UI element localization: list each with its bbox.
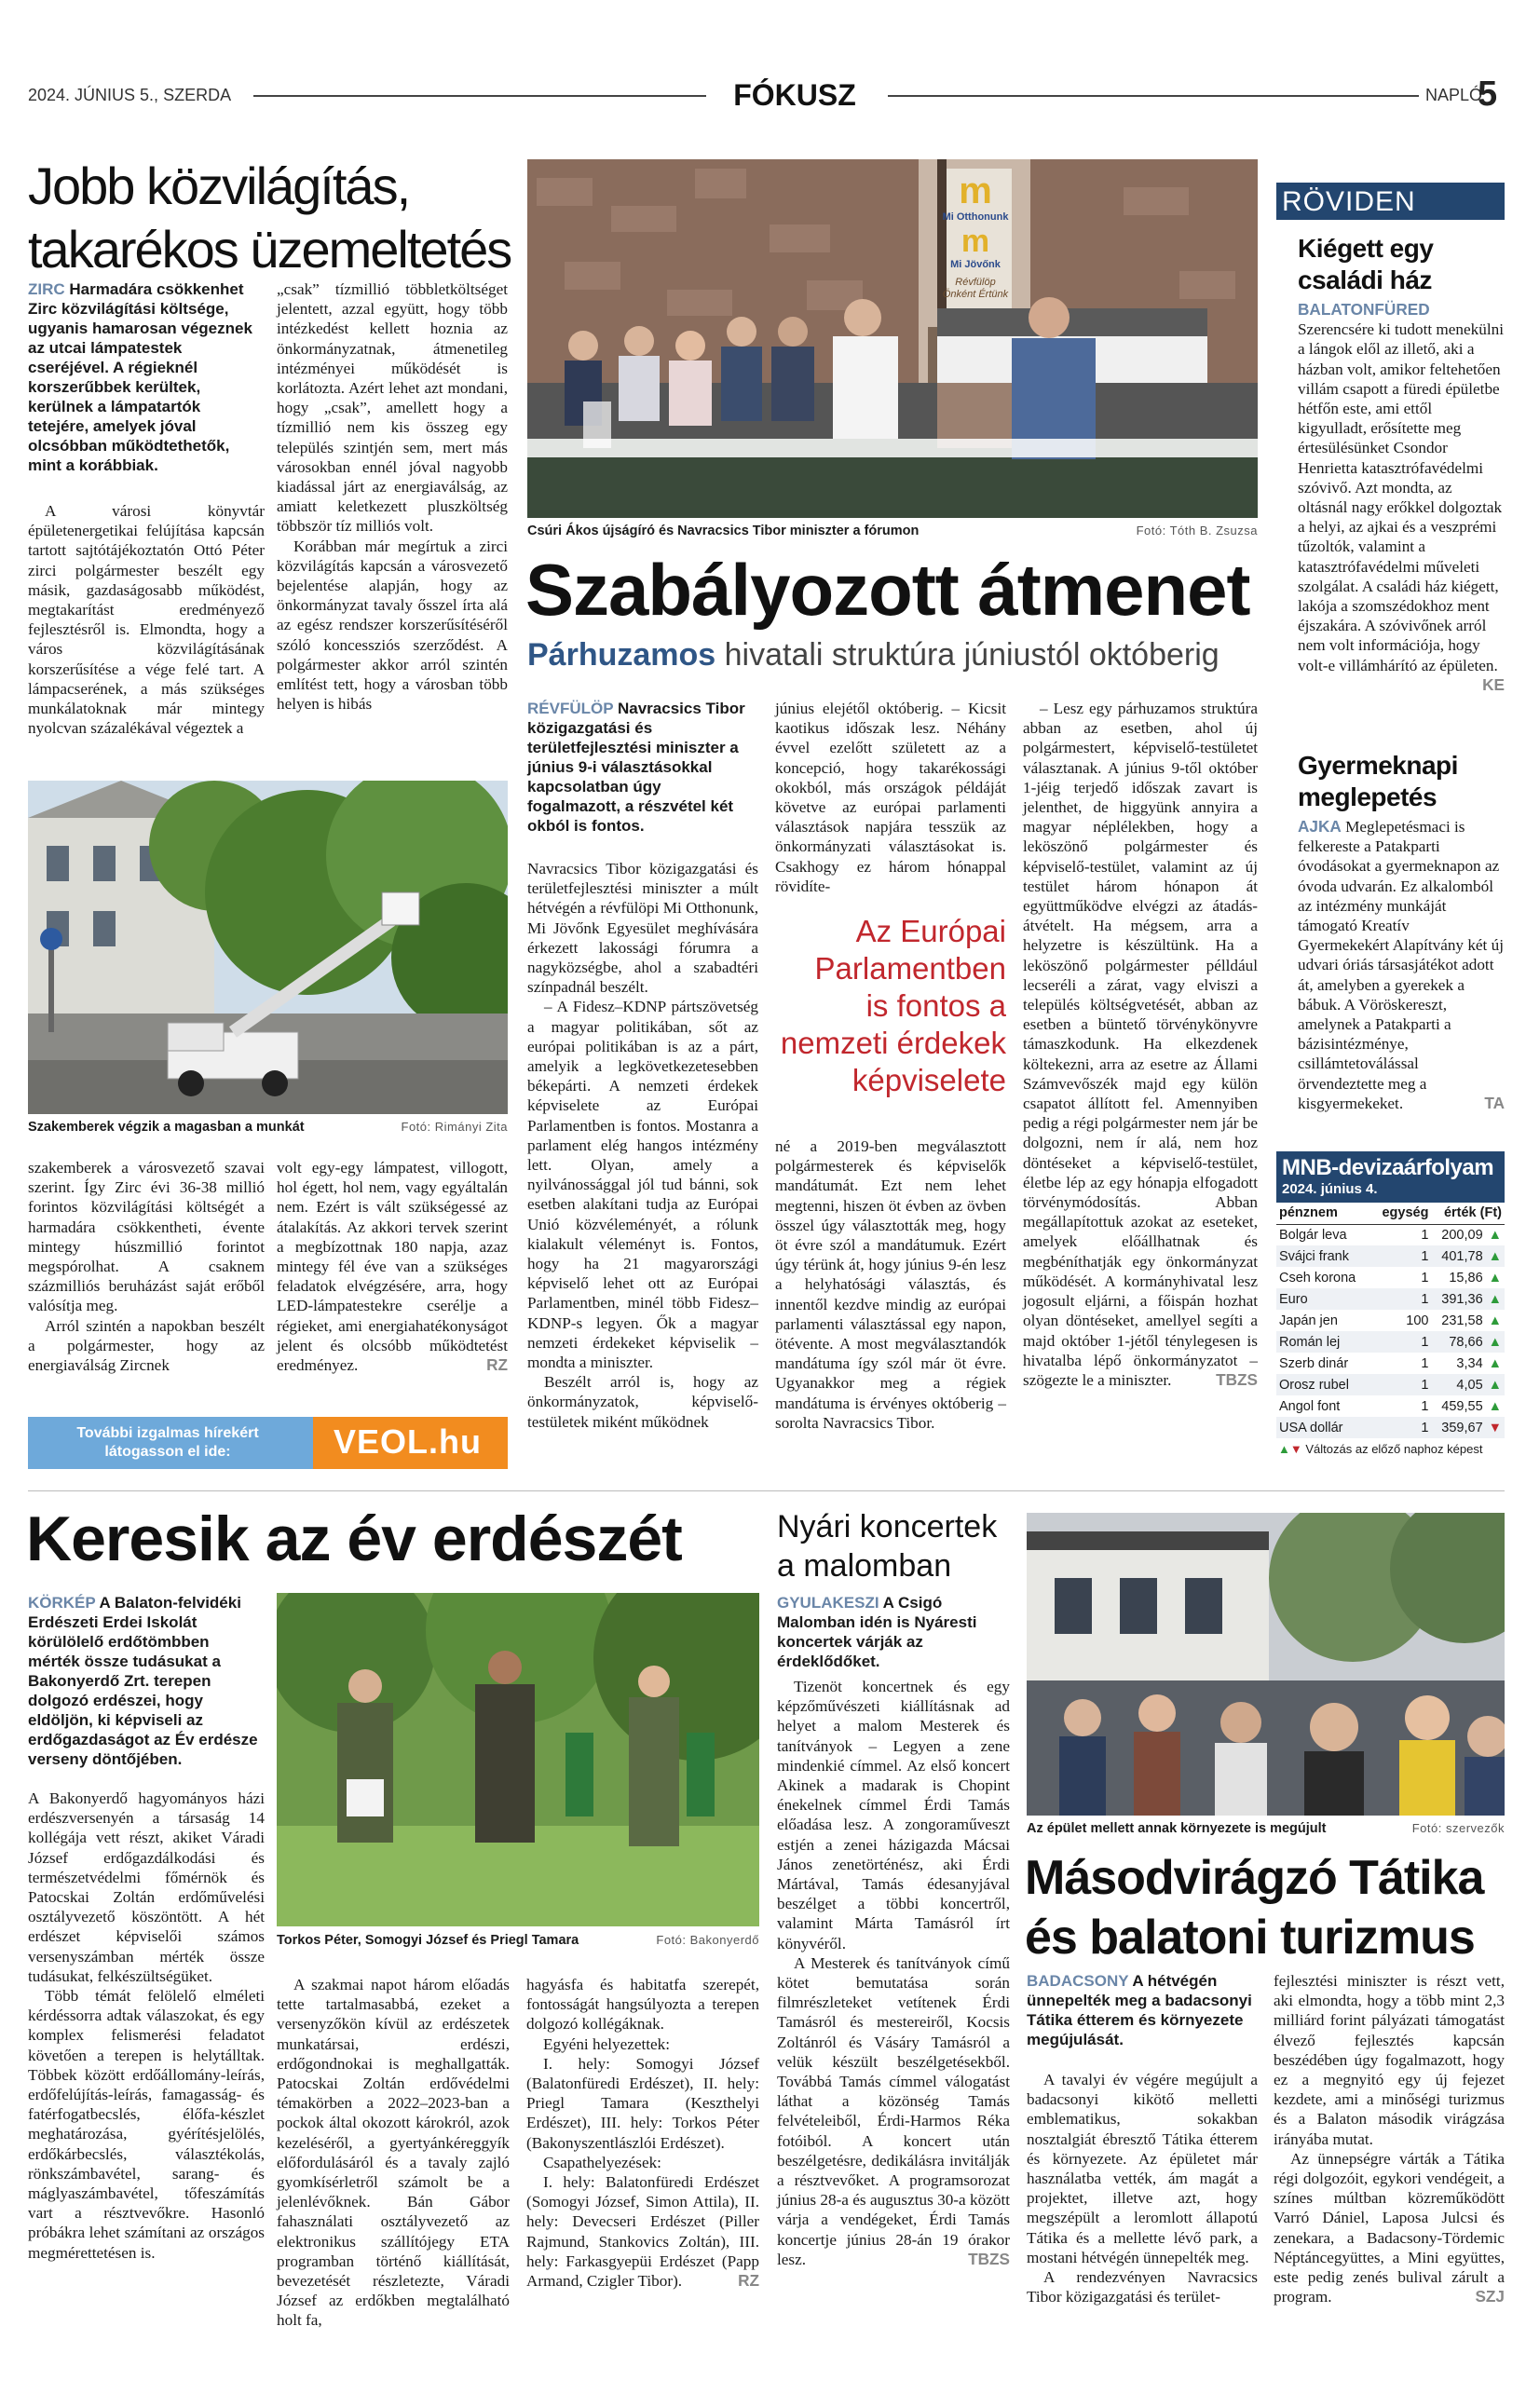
art2-banner-line1: Mi Otthonunk [942,211,1009,223]
art3-photo-caption-text: Torkos Péter, Somogyi József és Priegl Tamara [277,1933,579,1948]
currency-value: 4,05 [1431,1374,1485,1395]
art2-pullquote [775,913,1006,1099]
art2-paragraph: Beszélt arról is, hogy az önkormányzatok, képviselő-testületek miként működnek [527,1373,758,1431]
pullquote-line: is fontos a [865,988,1006,1023]
currency-unit: 1 [1371,1245,1432,1267]
n2-kicker: AJKA [1298,817,1342,836]
art2-col2-bottom [775,1136,1006,1433]
art1-col2-bottom [277,1158,508,1375]
currency-name: Orosz rubel [1276,1374,1371,1395]
art5-paragraph: fejlesztési miniszter is részt vett, aki elmondta, hogy a több mint 2,3 milliárd forint pályázati támogatást élvező fejlesztés kapcsán beszédében úgy fogalmazott, hogy ez a megnyitó egy új fejezet kezdete, ami a minőségi turizmus és a Balaton második virágzása irányába mutat. [1274,1972,1505,2148]
art5-lead-text: A hétvégén ünnepelték meg a badacsonyi Tátika étterem és környezete megújulását. [1027,1972,1252,2048]
n1-title-line: családi ház [1298,265,1432,294]
art2-paragraph: né a 2019-ben megválasztott polgármesterek és képviselők mandátumát. Ezt nem lehet megtenni, hiszen öt évben az övben összel úgy választották meg, hogy öt évre szól a mandátumuk. Ezért úgy térünk át, hogy június 9-én lesz a helyhatósági választás, és innentől kezdve mindig az európai parlamenti választással egy napon, ötévente. A most megválasztandók mandátuma így szól már öt évre. Ugyanakkor meg a régiek mandátuma is érvényes októberig – sorolta Navracsics Tibor. [775,1137,1006,1432]
foresters-photo-art [277,1593,759,1926]
currency-value: 401,78 [1431,1245,1485,1267]
art1-lead [28,279,265,475]
promo-logo: VEOL.hu [334,1422,482,1461]
table-row [1276,1224,1505,1245]
currency-name: Angol font [1279,1398,1341,1414]
art5-col2-text [1274,1971,1505,2306]
mnb-col-header: egység [1371,1203,1432,1224]
roviden-box [1276,183,1505,220]
pullquote-line: képviselete [852,1063,1006,1097]
arrow-up-icon: ▲ [1278,1442,1290,1456]
arrow-up-icon: ▲ [1488,1270,1502,1286]
art1-col2-text [277,279,508,714]
art2-subtitle-rest: hivatali struktúra júniustól októberig [724,637,1219,673]
pullquote-line: Parlamentben [814,951,1006,986]
table-row [1276,1374,1505,1395]
art2-paragraph [1023,699,1258,1390]
art1-paragraph: Korábban már megírtuk a zirci közvilágítás kapcsán a városvezető bejelentése alapján, hogy az önkormányzat tavaly ősszel írta alá az egész rendszer korszerűsítéséről szóló koncessziós szerződést. A polgármester akkor arról szintén említést tett, hogy a városban több helyen is hibás [277,537,508,714]
art5-sign: SZJ [1475,2287,1505,2306]
currency-unit: 1 [1421,1398,1429,1414]
currency-unit: 1 [1371,1288,1432,1310]
n2-title-line: Gyermeknapi [1298,751,1458,780]
currency-value: 459,55 [1441,1398,1483,1414]
currency-unit: 1 [1421,1270,1429,1286]
art2-photo-credit: Fotó: Tóth B. Zsuzsa [1136,524,1258,537]
roviden-n2-title [1298,750,1503,813]
promo-logo-box [313,1417,508,1469]
art4-p2: A Mesterek és tanítványok című kötet bemutatása során filmrészleteket vetítenek Érdi Tamásról és mestereiről, Kocsis Zoltánról és Vásáry Tamásról a velük készült beszélgetésekből. Továbbá Tamás címmel válogatást láthat a közönség Tamás felvételeiből, Érdi-Harmos Réka fotóiból. A koncert után beszélgetésre, dedikálásra invitálják a résztvevőket. A programsorozat június 28-a és augusztus 30-a között várja a vendégeket, Érdi Tamás koncertje június 28-án 19 órakor lesz. [777,1953,1010,2268]
table-row [1276,1395,1505,1417]
forum-stage-photo-art [527,159,1258,518]
art4-paragraph [777,1953,1010,2269]
art1-lead-text: Harmadára csökkenhet Zirc közvilágítási költsége, ugyanis hamarosan végeznek az utcai lámpatestek cseréjével. A régieknél korszerűbbek kerültek, kerülnek a lámpatartók tetejére, amelyek jóval olcsóbban működtethetők, mint a korábbiak. [28,280,252,474]
n2-title-line: meglepetés [1298,782,1437,811]
art5-col1-text [1027,2070,1258,2306]
table-row [1276,1331,1505,1353]
page-divider [28,1490,1505,1491]
mnb-table-body [1276,1224,1505,1438]
art4-title-line: Nyári koncertek [777,1509,998,1544]
art4-sign: TBZS [968,2249,1010,2268]
currency-name: Japán jen [1279,1313,1338,1328]
header-page-number: 5 [1478,75,1498,114]
currency-name: Szerb dinár [1279,1355,1349,1371]
currency-name: USA dollár [1276,1417,1371,1438]
art5-photo-caption [1027,1820,1505,1837]
art2-col2-text [775,699,1006,896]
currency-unit: 1 [1421,1227,1429,1243]
header-paper: NAPLÓ [1425,86,1483,104]
art3-photo-caption [277,1932,759,1949]
art2-banner-line2: Mi Jövőnk [950,259,1001,270]
n1-text: Szerencsére ki tudott menekülni a lángok elől az illető, aki a házban volt, amikor feltehetően villám csapott a füredi épületbe hétfőn este, ami ettől kigyulladt, erősítette meg értesülésünket Csondor Henrietta katasztrófavédelmi szóvivő. Azt mondta, az oltásnál nagy erőkkel dolgoztak a helyi, az ajkai és a veszprémi tűzoltók, valamint a katasztrófavédelmi műveleti szolgálat. A családi ház kiégett, lakója a szomszédokhoz ment éjszakára. A szóvivőnek arról nem volt információja, hogy volt-e villámhárító az épületen. [1298,320,1504,674]
art2-col3-text [1023,699,1258,1390]
art4-lead-text: A Csigó Malomban idén is Nyáresti koncertek várják az érdeklődőket. [777,1594,977,1670]
currency-name: Svájci frank [1276,1245,1371,1267]
table-row [1276,1245,1505,1267]
art1-paragraph: „csak” tízmillió többletköltséget jelentett, azzal együtt, hogy több intézkedést kellett hoznia az önkormányzatnak, átmenetileg intézményei működését is korlátozta. Azért lehet azt mondani, hogy „csak”, amellett hogy a tízmillió nem kis összeg egy település szintjén sem, mert más városokban ennél jóval nagyobb kiadással járt az energiaválság, az amiatt keletkezett pluszköltség többször tíz milliós volt. [277,280,508,536]
art1-title-line2: takarékos üzemeltetés [28,220,511,279]
arrow-up-icon: ▲ [1486,1288,1505,1310]
art2-title: Szabályozott átmenet [525,549,1250,631]
art1-photo-caption [28,1119,508,1136]
header-rule-right [888,95,1419,97]
roviden-n2-text [1298,817,1505,1113]
pullquote-line: nemzeti érdekek [780,1026,1006,1060]
art5-p4: Az ünnepségre várták a Tátika régi dolgozóit, egykori vendégeit, a színes múltban közreműködött Varró Dániel, Laposa Julcsi és zenekara, a Badacsony-Tördemic Néptáncegyüttes, a Mini együttes, este pedig zenés bulival zárult a program. [1274,2149,1505,2306]
currency-value: 231,58 [1441,1313,1483,1328]
currency-name: Euro [1276,1288,1371,1310]
art1-paragraph: A városi könyvtár épületenergetikai felújítása kapcsán tartott sajtótájékoztatón Ottó Péter zirci polgármester beszélt egy másik, gazdaságosabb működést, megtakarítást eredményező fejlesztésről is. Elmondta, hogy a város közvilágításának korszerűsítése a vége felé tart. A lámpacserének, a más szükséges munkálatoknak már mintegy nyolcvan százalékával végeztek a [28,502,265,738]
art5-paragraph: A tavalyi év végére megújult a badacsonyi kikötő melletti emblematikus, sokakban nosztalgiát ébresztő Tátika étterem és környezete. Az épületet már használatba vették, ám magát a projektet, illetve azt, hogy megszépült a leromlott állapotú Tátika és a mellette lévő park, a mostani hétvégén ünnepelték meg. [1027,2071,1258,2266]
art2-banner [939,170,1012,310]
header-date: 2024. JÚNIUS 5., SZERDA [28,86,232,104]
art1-title [28,155,512,281]
art5-kicker: BADACSONY [1027,1972,1129,1990]
arrow-down-icon: ▼ [1486,1417,1505,1438]
currency-unit: 1 [1421,1355,1429,1371]
art2-subtitle-accent: Párhuzamos [527,637,716,673]
promo-banner[interactable] [28,1417,508,1469]
art2-sign: TBZS [1216,1369,1258,1389]
arrow-down-icon: ▼ [1289,1442,1302,1456]
art3-col3-text [526,1975,759,2291]
art5-title-line: és balatoni turizmus [1025,1911,1475,1965]
mnb-table [1276,1203,1505,1438]
art1-kicker: ZIRC [28,280,65,298]
art3-col1-text [28,1789,265,2263]
roviden-header: RÖVIDEN [1282,186,1416,217]
art5-photo [1027,1513,1505,1816]
mnb-box [1276,1151,1505,1474]
roviden-n1-text [1298,300,1505,695]
art4-lead [777,1593,1010,1671]
art3-lead [28,1593,265,1769]
art1-photo-credit: Fotó: Rimányi Zita [401,1120,508,1134]
lift-truck-photo-art [28,781,508,1114]
promo-text: További izgalmas hírekért látogasson el ide: [76,1425,259,1460]
art4-col-text [777,1677,1010,2269]
art3-p8: I. hely: Balatonfüredi Erdészet (Somogyi József, Simon Attila), II. hely: Devecseri Erdészet (Piller Rajmund, Stankovics Zoltán), III. hely: Farkasgyepüi Erdészet (Papp Armand, Czigler Tibor). [526,2173,759,2291]
arrow-up-icon: ▲ [1488,1355,1502,1371]
art2-kicker: RÉVFÜLÖP [527,700,614,717]
art3-col2-text [277,1975,510,2331]
art4-paragraph: Tizenöt koncertnek és egy képzőművészeti kiállításnak ad helyet a malom Mesterek és tanítványok – Legyen a zene mindenkié címmel. Az első koncert Akinek a madarak is Chopint énekelnek címmel Érdi Tamás előadása lesz. A zongoraműveszt estjén a zenei házigazda Mácsai János zenetörténész, aki Érdi Mártával, Tamás édesanyjával beszélget a többi koncertről, valamint Márta Tamásról írt könyvéről. [777,1678,1010,1952]
arrow-up-icon: ▲ [1488,1313,1502,1328]
art4-title [777,1507,1019,1585]
mnb-date: 2024. június 4. [1282,1181,1378,1197]
art3-paragraph: Csapathelyezések: [543,2153,661,2171]
art2-subtitle [527,637,1263,673]
art2-lead [527,699,758,836]
table-row [1276,1288,1505,1310]
currency-name: Cseh korona [1279,1270,1356,1286]
n1-kicker: BALATONFÜRED [1298,300,1430,319]
pullquote-line: Az Európai [855,914,1006,948]
table-row [1276,1310,1505,1331]
art3-kicker: KÖRKÉP [28,1594,96,1612]
n2-sign: TA [1484,1093,1505,1112]
n1-paragraph [1298,300,1505,694]
art5-photo-credit: Fotó: szervezők [1411,1821,1505,1835]
banner-logo-icon: m [959,170,992,211]
mnb-header [1276,1151,1505,1203]
art5-photo-caption-text: Az épület mellett annak környezete is megújult [1027,1821,1327,1836]
mnb-legend [1276,1438,1505,1460]
art5-title [1025,1848,1509,1967]
currency-value: 200,09 [1441,1227,1483,1243]
currency-value: 3,34 [1456,1355,1483,1371]
page-header [26,73,1500,114]
art2-col1-text [527,859,758,1432]
art2-banner-line3: Révfülöp Önként Értünk [942,277,1009,300]
currency-value: 78,66 [1431,1331,1485,1353]
art3-paragraph: A szakmai napot három előadás tette tartalmasabbá, ezeket a versenyzőkön kívül az erdészetek munkatársai, erdészi, erdőgondnokai is meghallgatták. Patocskai Zoltán erdővédelmi témakörben a 2022–2023-ban a pockok által okozott károkról, azok kezeléséről, a gyertyánkéreggyík előfordulásáról és a tavaly zajló gyomkísérletről számolt be a jelenlévőknek. Bán Gábor fahasználati osztályvezető az elektronikus szállítójegy ETA programban történő kiállítását, bevezetését részletezte, Váradi József az erdőkben megtalálható holt fa, [277,1976,510,2330]
currency-unit: 100 [1406,1313,1429,1328]
mnb-col-header: érték (Ft) [1431,1203,1505,1224]
n2-text: Meglepetésmaci is felkereste a Patakparti óvodásokat a gyermeknapon az óvoda udvarán. Ez alkalomból az intézmény munkáját támogató Kreatív Gyermekekért Alapítvány két új udvari óriás társasjátékot adott át, amelyben a gyerekek a bábuk. A Vöröskereszt, amelynek a Patakparti a bázisintézménye, csillámtetoválással örvendeztette meg a kisgyermekeket. [1298,818,1504,1112]
art2-p6: – Lesz egy párhuzamos struktúra abban az esetben, ahol új polgármestert, képviselő-testületet választanak. A június 9-től október 1-jéig terjedő időszak zavart is jelenthet, de higgyünk annyira a magyar néplélekben, hogy a leköszönő polgármester és képviselő-testület, valamint az új testület három hónapon át együttműködve elvégzi az átadás-átvételt. Ha mégsem, arra a helyzetre is készültünk. Ha a leköszönő polgármester pélldául lecseréli a zárat, vagy elviszi a település költségvetését, abban az esetben a büntető törvénykönyvre támaszkodunk. Ha elkezdenek költekezni, arra az esetre az Állami Számvevőszék majd egy külön csapatot állított fel. Amennyiben pedig a régi polgármester nem jár be dolgozni, nem ír alá, nem hoz döntéseket a képviselő-testület, életbe lép az egy hónapja elfogadott törvénymódosítás. Abban megállapítottuk azokat az eseteket, amelyek előállhatnak és megbéníthatják egy önkormányzat működését. A kormányhivatal lesz jogosult eljárni, a főispán hozhat olyan döntéseket, amellyel segíti a majd október 1-jétől ténylegesen is hivatalba lépő önkormányzatot – szögezte le a miniszter. [1023,700,1258,1389]
roviden-n1-title [1298,233,1503,296]
currency-value: 359,67 [1431,1417,1485,1438]
currency-unit: 1 [1371,1417,1432,1438]
arrow-up-icon: ▲ [1486,1331,1505,1353]
art2-paragraph: – A Fidesz–KDNP pártszövetség a magyar politikában, sőt az európai politikában is az a párt, amelyik a legkövetkezetesebben békepárti. A nemzeti érdekek képviselete az Európai Parlamentben is fontos. Mostanra a parlament elég hangos intézmény lett. Olyan, amely a nyilvánossággal jól tud bánni, sok esetben alakítani tudja az Európai Unió közvéleményét, a rólunk kialakult véleményt is. Fontos, hogy ha 21 magyarországi képviselő lehet ott az Európai Parlamentben, minél több Fidesz–KDNP-s legyen. Ők a magyar nemzeti érdekeket képviselik – mondta a miniszter. [527,998,758,1372]
table-row [1276,1353,1505,1374]
art5-paragraph [1274,2149,1505,2307]
art4-title-line: a malomban [777,1548,952,1584]
art1-photo-caption-text: Szakemberek végzik a magasban a munkát [28,1120,305,1135]
art3-photo-credit: Fotó: Bakonyerdő [656,1933,759,1947]
art3-photo [277,1593,759,1926]
currency-unit: 1 [1371,1374,1432,1395]
art1-photo [28,781,508,1114]
art3-paragraph: A Bakonyerdő hagyományos házi erdészversenyén a társaság 14 kollégája vett részt, akiket Váradi József erdőgazdálkodási és természetvédelmi főmérnök és Patocskai Zoltán erdőművelési osztályvezető köszöntött. A hét erdészet képviselői számos versenyszámban mérték össze tudásukat, felkészültségüket. [28,1789,265,1985]
art1-title-line1: Jobb közvilágítás, [28,156,410,215]
art1-paragraph: Arról szintén a napokban beszélt a polgármester, hogy az energiaválság Zircnek [28,1316,265,1375]
art2-paragraph: június elejétől októberig. – Kicsit kaotikus időszak lesz. Néhány évvel ezelőtt született az a koncepció, hogy takarékossági okokból, más országok példáját követve az európai parlamenti választások napjára tesszük az önkormányzati választásokat is. Csakhogy ez három hónappal rövidíte- [775,700,1006,895]
arrow-up-icon: ▲ [1488,1227,1502,1243]
art1-p6: volt egy-egy lámpatest, villogott, hol égett, hol nem, vagy egyáltalán nem. Ezért is vált szükségessé az átalakítás. Az akkori tervek szerint a megbízottnak 180 napja, azaz mintegy fél éve van a szükséges feladatok elvégzésére, arra, hogy LED-lámpatestekre cserélje a régieket, ami energiahatékonyságot jelent és olcsóbb működtetést eredményez. [277,1159,508,1375]
art1-col1-text [28,501,265,738]
header-rule-left [253,95,706,97]
art2-photo [527,159,1258,518]
n2-paragraph [1298,817,1505,1113]
arrow-up-icon: ▲ [1488,1398,1502,1414]
n1-title-line: Kiégett egy [1298,234,1434,263]
art3-sign: RZ [738,2271,759,2291]
n1-sign: KE [1482,674,1505,694]
art5-paragraph: A rendezvényen Navracsics Tibor közigazgatási és terület- [1027,2268,1258,2306]
mnb-legend-text: Változás az előző naphoz képest [1305,1442,1483,1456]
art5-title-line: Másodvirágzó Tátika [1025,1851,1484,1905]
art1-sign: RZ [486,1355,508,1375]
arrow-up-icon: ▲ [1486,1245,1505,1267]
mnb-table-header [1276,1203,1505,1224]
art1-col1-bottom [28,1158,265,1375]
header-section: FÓKUSZ [733,78,856,112]
mnb-col-header: pénznem [1276,1203,1371,1224]
mnb-title: MNB-devizaárfolyam [1282,1155,1494,1180]
art2-photo-caption-text: Csúri Ákos újságíró és Navracsics Tibor miniszter a fórumon [527,524,920,538]
art2-paragraph: Navracsics Tibor közigazgatási és területfejlesztési miniszter a múlt hétvégén a révfülöpi Mi Otthonunk, Mi Jövőnk Egyesület meghívására érkezett lakossági fórumra a nagyközségbe, ahol a szabadtéri színpadnál beszélt. [527,860,758,997]
art3-paragraph: Több témát felölelő elméleti kérdéssorra adtak válaszokat, és egy komplex felismerési feladatot követően a terepen is helytálltak. Többek között erdőállomány-leírás, erdőfelújítás-leírás, famagasság- és fatérfogatbecslés, élőfa-készlet meghatározása, gyérítésjelölés, erdőkárbecslés, választékolás, rönkszámbavétel, sarang- és máglyaszámbavétel, tőfeszámítás vart a résztvevőkre. Hasonló próbákra lehet számítani az országos megmérettetésen is. [28,1987,265,2262]
table-row [1276,1267,1505,1288]
art3-lead-text: A Balaton-felvidéki Erdészeti Erdei Iskolát körülölelő erdőtömbben mérték össze tudásukat a Bakonyerdő Zrt. terepen dolgozó erdészei, hogy eldöljön, ki képviseli az erdőgazdaságot az Év erdésze verseny döntőjében. [28,1594,258,1768]
art1-paragraph: szakemberek a városvezető szavai szerint. Így Zirc évi 36-38 millió forintos közvilágítási költségét a harmadára csökkentheti, évente mintegy húszmillió forintot megspórolhat. A csaknem százmilliós beruházást saját erőből valósítja meg. [28,1159,265,1315]
art1-paragraph [277,1158,508,1375]
art3-paragraph [526,2172,759,2291]
currency-unit: 1 [1371,1331,1432,1353]
arrow-up-icon: ▲ [1486,1374,1505,1395]
tatika-crowd-photo-art [1027,1513,1505,1816]
art2-photo-caption [527,523,1258,539]
currency-value: 15,86 [1449,1270,1483,1286]
art2-lead-text: Navracsics Tibor közigazgatási és területfejlesztési miniszter a június 9-i választásokkal kapcsolatban úgy fogalmazott, a részvétel két okból is fontos. [527,700,745,835]
currency-name: Román lej [1276,1331,1371,1353]
art3-title: Keresik az év erdészét [26,1503,682,1574]
currency-name: Bolgár leva [1279,1227,1347,1243]
currency-value: 391,36 [1431,1288,1485,1310]
banner-logo-icon-2: m [961,224,990,259]
art5-lead [1027,1971,1258,2049]
art3-paragraph: Egyéni helyezettek: [543,2034,671,2053]
art4-kicker: GYULAKESZI [777,1594,879,1612]
art3-paragraph: I. hely: Somogyi József (Balatonfüredi Erdészet), II. hely: Priegl Tamara (Keszthelyi Erdészet), III. hely: Torkos Péter (Bakonyszentlászlói Erdészet). [526,2054,759,2152]
table-row [1276,1417,1505,1438]
art3-paragraph: hagyásfa és habitatfa szerepét, fontosságát hangsúlyozta a terepen dolgozó kollégáknak. [526,1976,759,2034]
